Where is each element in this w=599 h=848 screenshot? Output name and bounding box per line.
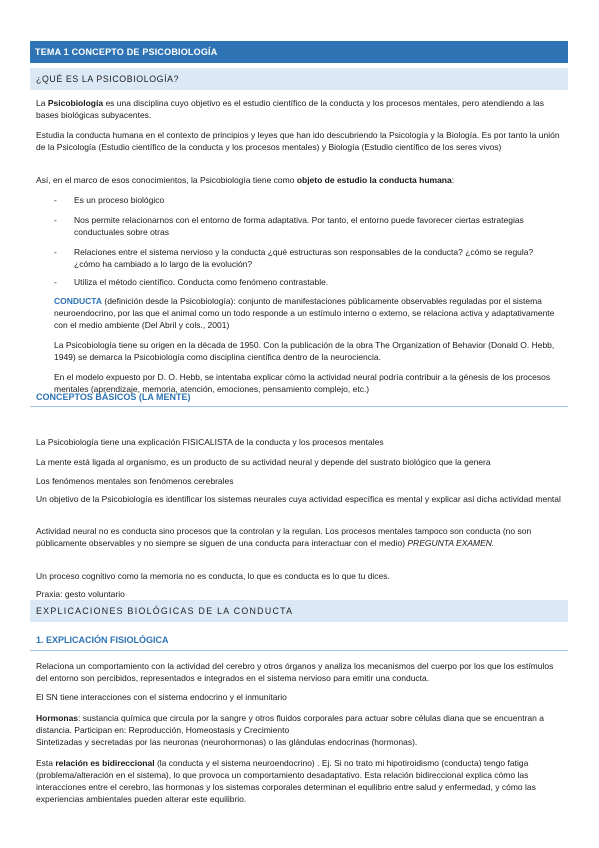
paragraph-hormonas: Hormonas: sustancia química que circula por la sangre y otros fluidos corporales para actuar sobre células diana que se encuentran a distancia. Participan en: Reproducción, Homeostasis y Crecimiento Sintetizadas y secretadas por las neuronas (neurohormonas) o las glándulas endocrinas (hormonas). xyxy=(36,713,544,747)
list-item: - Utiliza el método científico. Conducta como fenómeno contrastable. xyxy=(54,277,329,287)
paragraph-mente: La mente está ligada al organismo, es un producto de su actividad neural y depende del sustrato biológico que la genera xyxy=(36,457,491,467)
chapter-title-bar xyxy=(30,41,568,63)
paragraph-origen: La Psicobiología tiene su origen en la década de 1950. Con la publicación de la obra The Organization of Behavior (Donald O. Hebb, 1949) se demarca la Psicobiología como disciplina científica dentro de la neurociencia. xyxy=(54,340,555,362)
subsection-heading: 1. EXPLICACIÓN FISIOLÓGICA xyxy=(36,635,169,645)
exam-note: PREGUNTA EXAMEN. xyxy=(407,538,495,548)
paragraph-sn: El SN tiene interacciones con el sistema endocrino y el inmunitario xyxy=(36,692,287,702)
paragraph-hebb: En el modelo expuesto por D. O. Hebb, se intentaba explicar cómo la actividad neural podría contribuir a la génesis de los procesos mentales (aprendizaje, memoria, atención, emociones, pensamiento complejo, etc.) xyxy=(54,372,551,394)
paragraph-union: Estudia la conducta humana en el contexto de principios y leyes que han ido descubriendo la Psicología y la Biología. Es por tanto la unión de la Psicología (Estudio científico de la conducta y los procesos mentales) y Biología (Estudio científico de los seres vivos) xyxy=(36,130,560,152)
list-item: - Es un proceso biológico xyxy=(54,195,165,205)
paragraph-fisiologica: Relaciona un comportamiento con la actividad del cerebro y otros órganos y analiza los mecanismos del cuerpo por los que los estímulos del entorno son percibidos, representados e integrados en el sistema nervioso para emitir una conducta. xyxy=(36,661,554,683)
paragraph-fenomenos: Los fenómenos mentales son fenómenos cerebrales xyxy=(36,476,234,486)
bullet-dash: - xyxy=(54,215,57,225)
paragraph-objeto: Así, en el marco de esos conocimientos, la Psicobiología tiene como objeto de estudio la conducta humana: xyxy=(36,175,455,185)
term-hormonas: Hormonas xyxy=(36,713,79,723)
section-heading-bar xyxy=(30,600,568,622)
term-conducta: CONDUCTA xyxy=(54,296,103,306)
bullet-dash: - xyxy=(54,247,57,257)
subsection-heading: CONCEPTOS BÁSICOS (LA MENTE) xyxy=(36,392,191,402)
chapter-title: TEMA 1 CONCEPTO DE PSICOBIOLOGÍA xyxy=(35,47,218,57)
paragraph-objetivo: Un objetivo de la Psicobiología es identificar los sistemas neurales cuya actividad específica es mental y explicar así dicha actividad mental xyxy=(36,494,561,504)
section-heading: ¿QUÉ ES LA PSICOBIOLOGÍA? xyxy=(36,74,180,84)
paragraph-fisicalista: La Psicobiología tiene una explicación FISICALISTA de la conducta y los procesos mentales xyxy=(36,437,384,447)
section-divider xyxy=(30,406,568,407)
paragraph-definition: La Psicobiología es una disciplina cuyo objetivo es el estudio científico de la conducta y los procesos mentales, pero atendiendo a las bases biológicas subyacentes. xyxy=(36,98,544,120)
list-item: - Nos permite relacionarnos con el entorno de forma adaptativa. Por tanto, el entorno puede favorecer ciertas estrategias conductuales sobre otras xyxy=(54,215,524,237)
section-heading: EXPLICACIONES BIOLÓGICAS DE LA CONDUCTA xyxy=(36,606,294,616)
list-item: - Relaciones entre el sistema nervioso y la conducta ¿qué estructuras son responsables de la conducta? ¿cómo se regula? ¿cómo ha cambiado a lo largo de la evolución? xyxy=(54,247,534,269)
paragraph-memoria: Un proceso cognitivo como la memoria no es conducta, lo que es conducta es lo que tu dices. xyxy=(36,571,390,581)
term-psicobiologia: Psicobiología xyxy=(47,98,104,108)
paragraph-bidireccional: Esta relación es bidireccional (la conducta y el sistema neuroendocrino) . Ej. Si no trato mi hipotiroidismo (conducta) tengo fatiga (problema/alteración en el sistema), lo que provoca un comportamiento desadaptativo. Esta relación bidireccional explica cómo las interacciones entre el cerebro, las hormonas y los sistemas corporales determinan el equilibrio entre salud y enfermedad, y cómo las experiencias ambientales pueden alterar este equilibrio. xyxy=(36,758,536,804)
bullet-dash: - xyxy=(54,195,57,205)
term-bidireccional: relación es bidireccional xyxy=(55,758,155,768)
bullet-dash: - xyxy=(54,277,57,287)
paragraph-conducta: CONDUCTA (definición desde la Psicobiología): conjunto de manifestaciones públicamente observables reguladas por el sistema neuroendocrino, por las que el animal como un todo responde a un estímulo interno o externo, se relaciona activa y adaptativamente con el medio ambiente (Del Abril y cols., 2001) xyxy=(54,296,555,330)
section-heading-bar xyxy=(30,68,568,90)
section-divider xyxy=(30,650,568,651)
paragraph-praxia: Praxia: gesto voluntario xyxy=(36,589,125,599)
paragraph-actividad-neural: Actividad neural no es conducta sino procesos que la controlan y la regulan. Los procesos mentales tampoco son conducta (no son públicamente observables y no siempre se siguen de una conducta para interactuar con el medio) PREGUNTA EXAMEN. xyxy=(36,526,532,548)
